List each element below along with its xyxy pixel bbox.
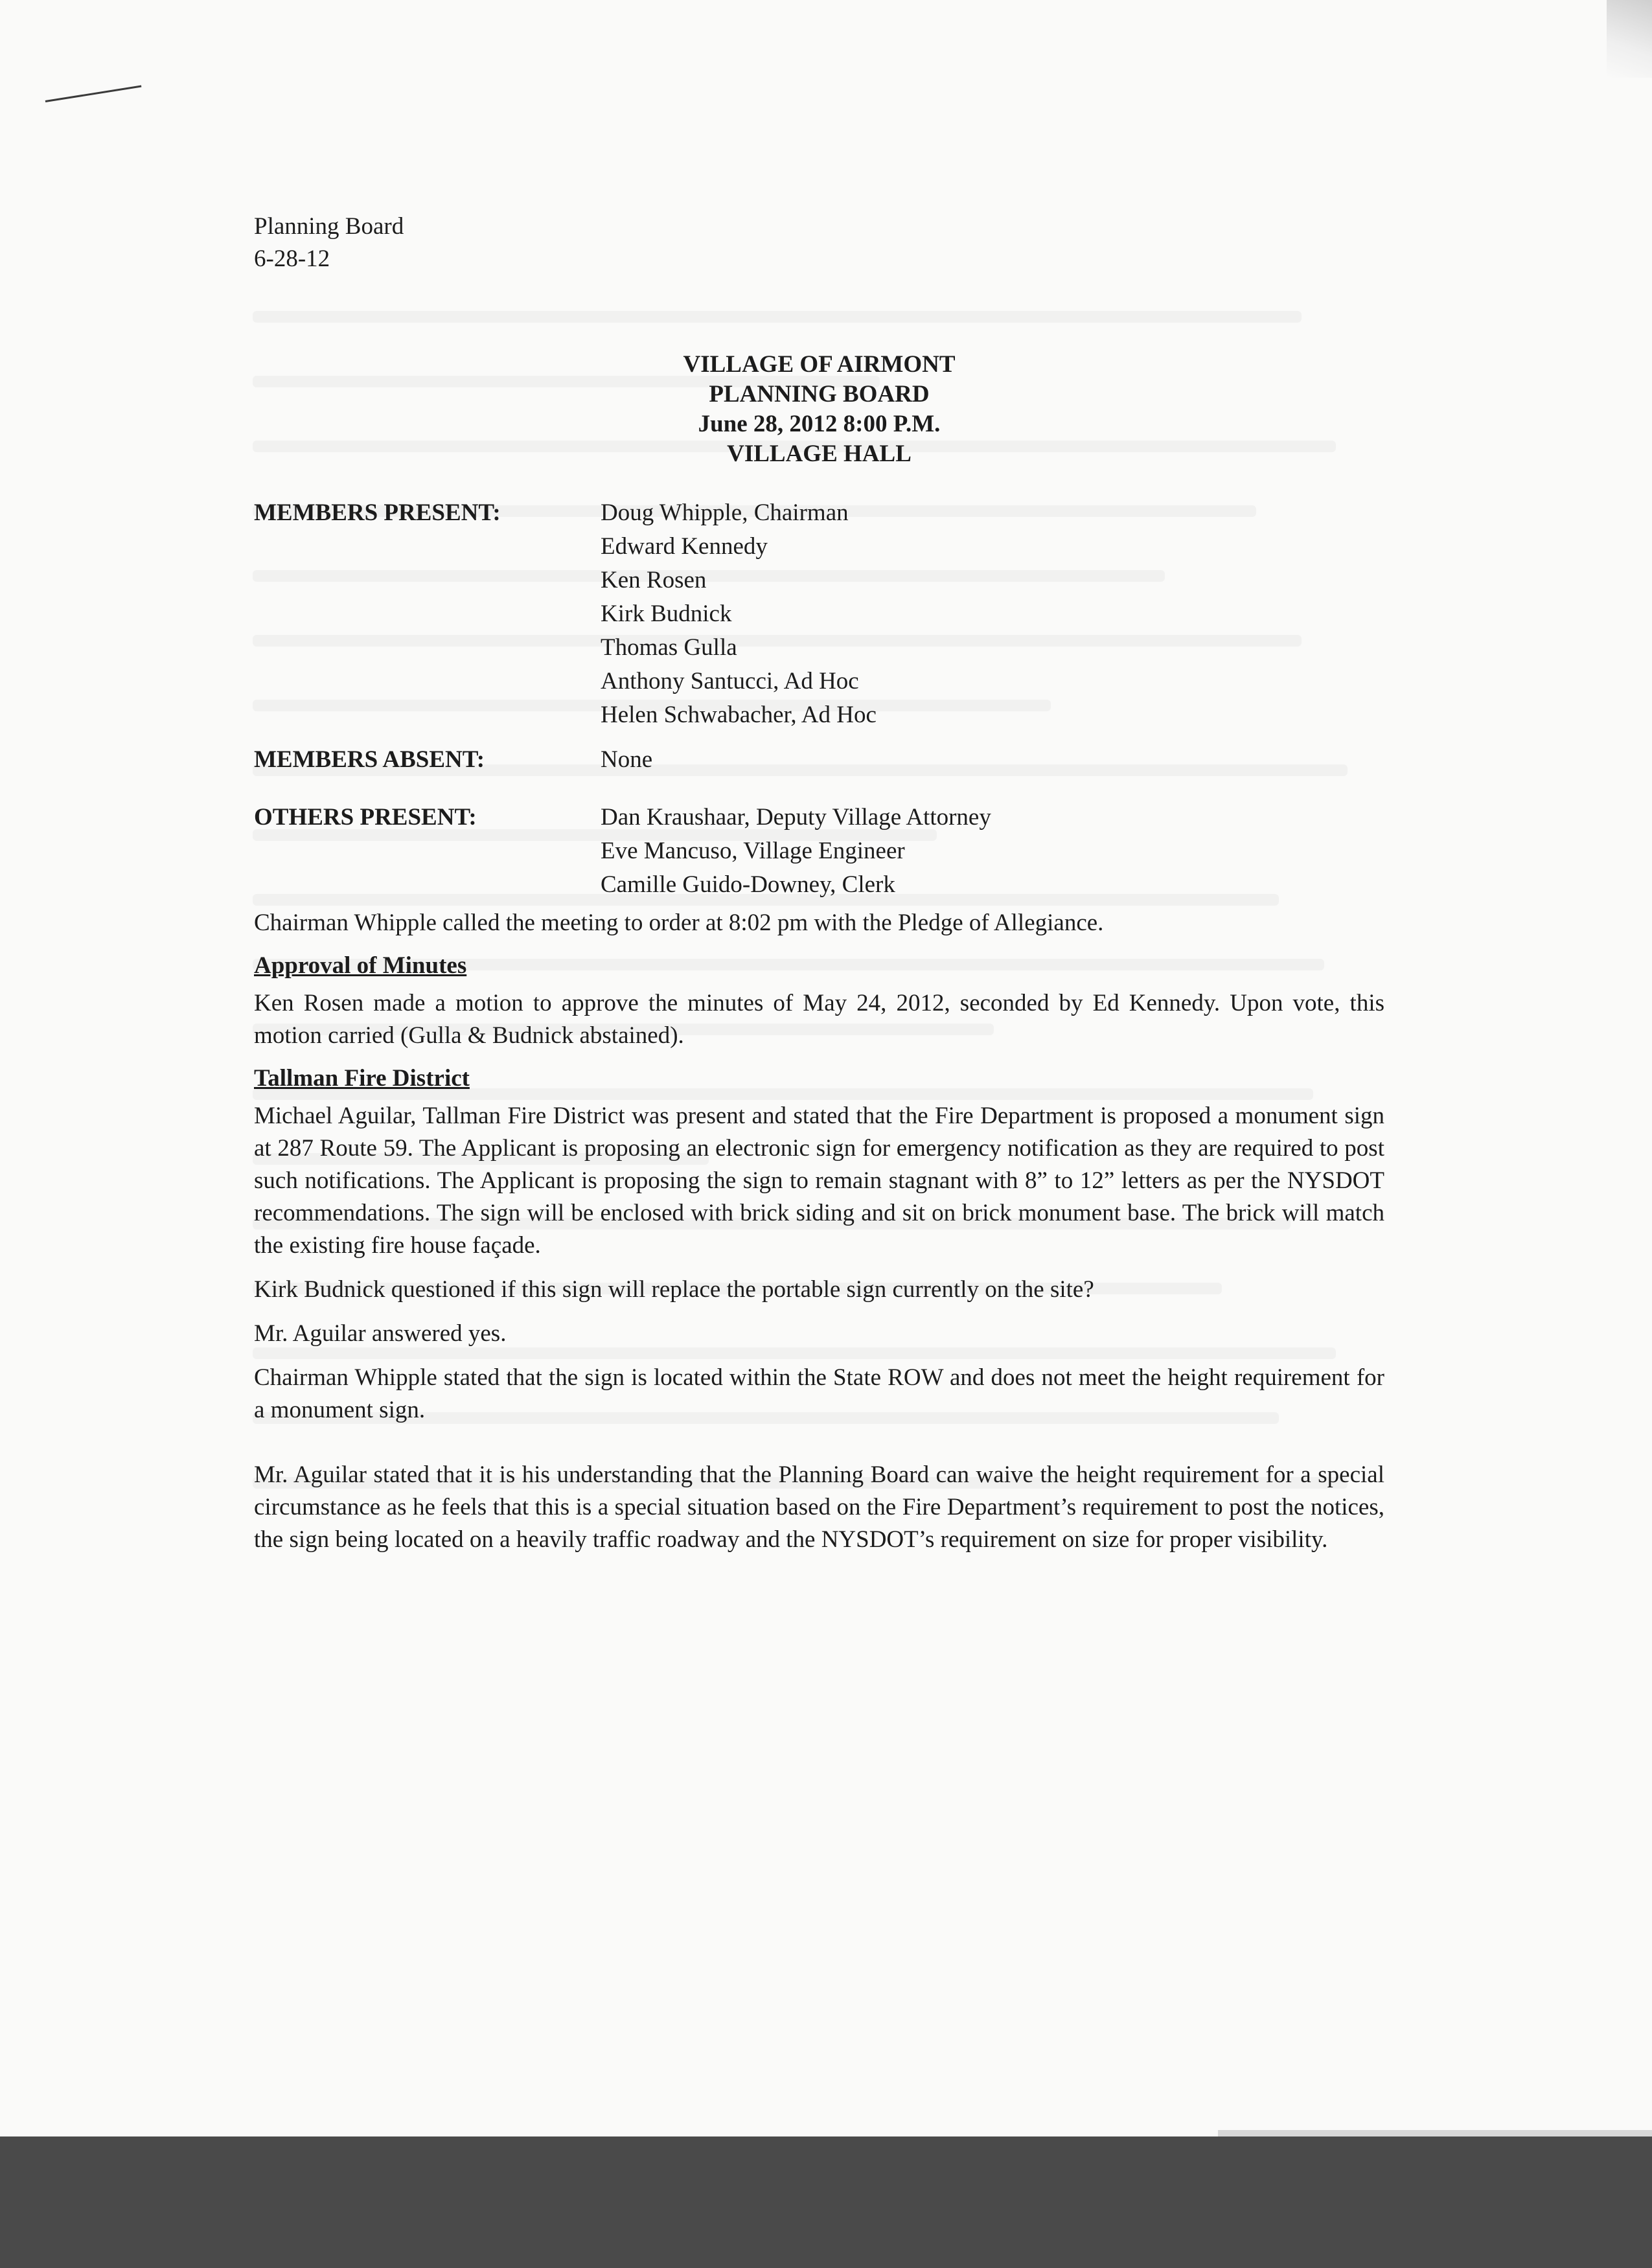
member-item: Anthony Santucci, Ad Hoc bbox=[601, 668, 859, 694]
document-title bbox=[254, 350, 1384, 469]
tallman-paragraph: Michael Aguilar, Tallman Fire District was present and stated that the Fire Department is proposed a monument sign at 287 Route 59. The Applicant is proposing an electronic sign for emergency notification as they are required to post such notifications. The Applicant is proposing the sign to remain stagnant with 8” to 12” letters as per the NYSDOT recommendations. The sign will be enclosed with brick siding and sit on brick monument base. The brick will match the existing fire house façade. bbox=[254, 1103, 1384, 1259]
member-item: Edward Kennedy bbox=[601, 533, 768, 560]
others-present-list bbox=[601, 801, 1384, 902]
member-item: Doug Whipple, Chairman bbox=[601, 499, 849, 526]
other-item: Camille Guido-Downey, Clerk bbox=[601, 871, 895, 898]
doc-header bbox=[254, 211, 1384, 275]
tallman-paragraph: Chairman Whipple stated that the sign is located within the State ROW and does not meet the height requirement for a monument sign. bbox=[254, 1364, 1384, 1423]
title-datetime: June 28, 2012 8:00 P.M. bbox=[698, 411, 941, 437]
approval-heading: Approval of Minutes bbox=[254, 952, 467, 979]
tallman-paragraph: Mr. Aguilar stated that it is his understanding that the Planning Board can waive the height requirement for a special circumstance as he feels that this is a special situation based on the Fire Department’s requirement to post the notices, the sign being located on a heavily traffic roadway and the NYSDOT’s requirement on size for proper visibility. bbox=[254, 1461, 1384, 1553]
header-date: 6-28-12 bbox=[254, 246, 330, 272]
tallman-heading: Tallman Fire District bbox=[254, 1065, 470, 1092]
others-present-label: OTHERS PRESENT: bbox=[254, 804, 477, 830]
board-name: Planning Board bbox=[254, 213, 404, 240]
title-village: VILLAGE OF AIRMONT bbox=[683, 351, 956, 378]
members-present-list bbox=[601, 496, 1384, 732]
approval-text: Ken Rosen made a motion to approve the minutes of May 24, 2012, seconded by Ed Kennedy. Upon vote, this motion carried (Gulla & Budnick abstained). bbox=[254, 990, 1384, 1049]
minutes-document bbox=[254, 211, 1384, 1556]
members-absent bbox=[254, 744, 1384, 776]
member-item: Ken Rosen bbox=[601, 567, 707, 593]
members-absent-value: None bbox=[601, 746, 653, 773]
other-item: Eve Mancuso, Village Engineer bbox=[601, 838, 905, 864]
member-item: Helen Schwabacher, Ad Hoc bbox=[601, 702, 877, 728]
page-corner-shadow bbox=[1607, 0, 1652, 78]
scanner-bed-edge bbox=[0, 2136, 1652, 2268]
tallman-paragraph: Kirk Budnick questioned if this sign will replace the portable sign currently on the site? bbox=[254, 1276, 1094, 1303]
member-item: Kirk Budnick bbox=[601, 601, 732, 627]
other-item: Dan Kraushaar, Deputy Village Attorney bbox=[601, 804, 991, 830]
call-to-order: Chairman Whipple called the meeting to order at 8:02 pm with the Pledge of Allegiance. bbox=[254, 910, 1104, 936]
members-absent-label: MEMBERS ABSENT: bbox=[254, 746, 485, 773]
tallman-paragraph: Mr. Aguilar answered yes. bbox=[254, 1320, 507, 1347]
members-present-label: MEMBERS PRESENT: bbox=[254, 499, 501, 526]
members-present bbox=[254, 496, 1384, 732]
title-location: VILLAGE HALL bbox=[727, 441, 912, 467]
others-present bbox=[254, 801, 1384, 902]
title-board: PLANNING BOARD bbox=[709, 381, 930, 407]
member-item: Thomas Gulla bbox=[601, 634, 737, 661]
